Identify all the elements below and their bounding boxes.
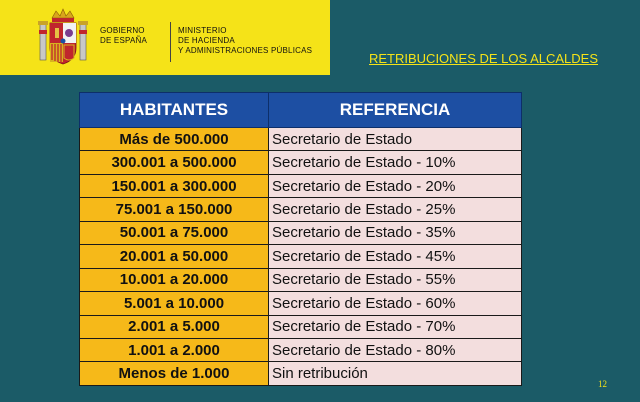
table-row: [80, 338, 522, 361]
table-row: [80, 315, 522, 338]
ministerio-line-1: MINISTERIO: [178, 26, 227, 35]
referencia-cell: Secretario de Estado - 55%: [269, 268, 522, 291]
table-header-row: [80, 93, 522, 128]
habitantes-cell: 50.001 a 75.000: [80, 221, 269, 244]
ministerio-line-2: DE HACIENDA: [178, 36, 235, 45]
referencia-cell: Secretario de Estado - 70%: [269, 315, 522, 338]
retribuciones-table: [79, 92, 522, 386]
table-row: [80, 362, 522, 385]
table-row: [80, 198, 522, 221]
coat-of-arms-icon: [38, 8, 88, 68]
habitantes-cell: 5.001 a 10.000: [80, 292, 269, 315]
referencia-cell: Sin retribución: [269, 362, 522, 385]
gobierno-label: [100, 26, 147, 46]
table-row: [80, 174, 522, 197]
table-row: [80, 128, 522, 151]
habitantes-cell: 300.001 a 500.000: [80, 151, 269, 174]
table-row: [80, 245, 522, 268]
habitantes-cell: 150.001 a 300.000: [80, 174, 269, 197]
gobierno-line-1: GOBIERNO: [100, 26, 145, 35]
habitantes-cell: 20.001 a 50.000: [80, 245, 269, 268]
habitantes-cell: 2.001 a 5.000: [80, 315, 269, 338]
habitantes-cell: Menos de 1.000: [80, 362, 269, 385]
slide-title: RETRIBUCIONES DE LOS ALCALDES: [369, 51, 599, 66]
gobierno-line-2: DE ESPAÑA: [100, 36, 147, 45]
habitantes-cell: Más de 500.000: [80, 128, 269, 151]
referencia-cell: Secretario de Estado: [269, 128, 522, 151]
referencia-cell: Secretario de Estado - 10%: [269, 151, 522, 174]
referencia-cell: Secretario de Estado - 20%: [269, 174, 522, 197]
table-row: [80, 268, 522, 291]
referencia-cell: Secretario de Estado - 25%: [269, 198, 522, 221]
table-row: [80, 221, 522, 244]
table-row: [80, 292, 522, 315]
referencia-cell: Secretario de Estado - 45%: [269, 245, 522, 268]
page-number: 12: [598, 379, 607, 389]
habitantes-cell: 1.001 a 2.000: [80, 338, 269, 361]
referencia-cell: Secretario de Estado - 60%: [269, 292, 522, 315]
ministerio-label: [178, 26, 312, 56]
referencia-cell: Secretario de Estado - 35%: [269, 221, 522, 244]
table-row: [80, 151, 522, 174]
habitantes-cell: 75.001 a 150.000: [80, 198, 269, 221]
habitantes-cell: 10.001 a 20.000: [80, 268, 269, 291]
header-habitantes: HABITANTES: [80, 93, 269, 128]
header-referencia: REFERENCIA: [269, 93, 522, 128]
header-divider: [170, 22, 171, 62]
ministerio-line-3: Y ADMINISTRACIONES PÚBLICAS: [178, 46, 313, 55]
referencia-cell: Secretario de Estado - 80%: [269, 338, 522, 361]
retribuciones-table-container: [79, 92, 522, 386]
government-header: [0, 0, 330, 75]
